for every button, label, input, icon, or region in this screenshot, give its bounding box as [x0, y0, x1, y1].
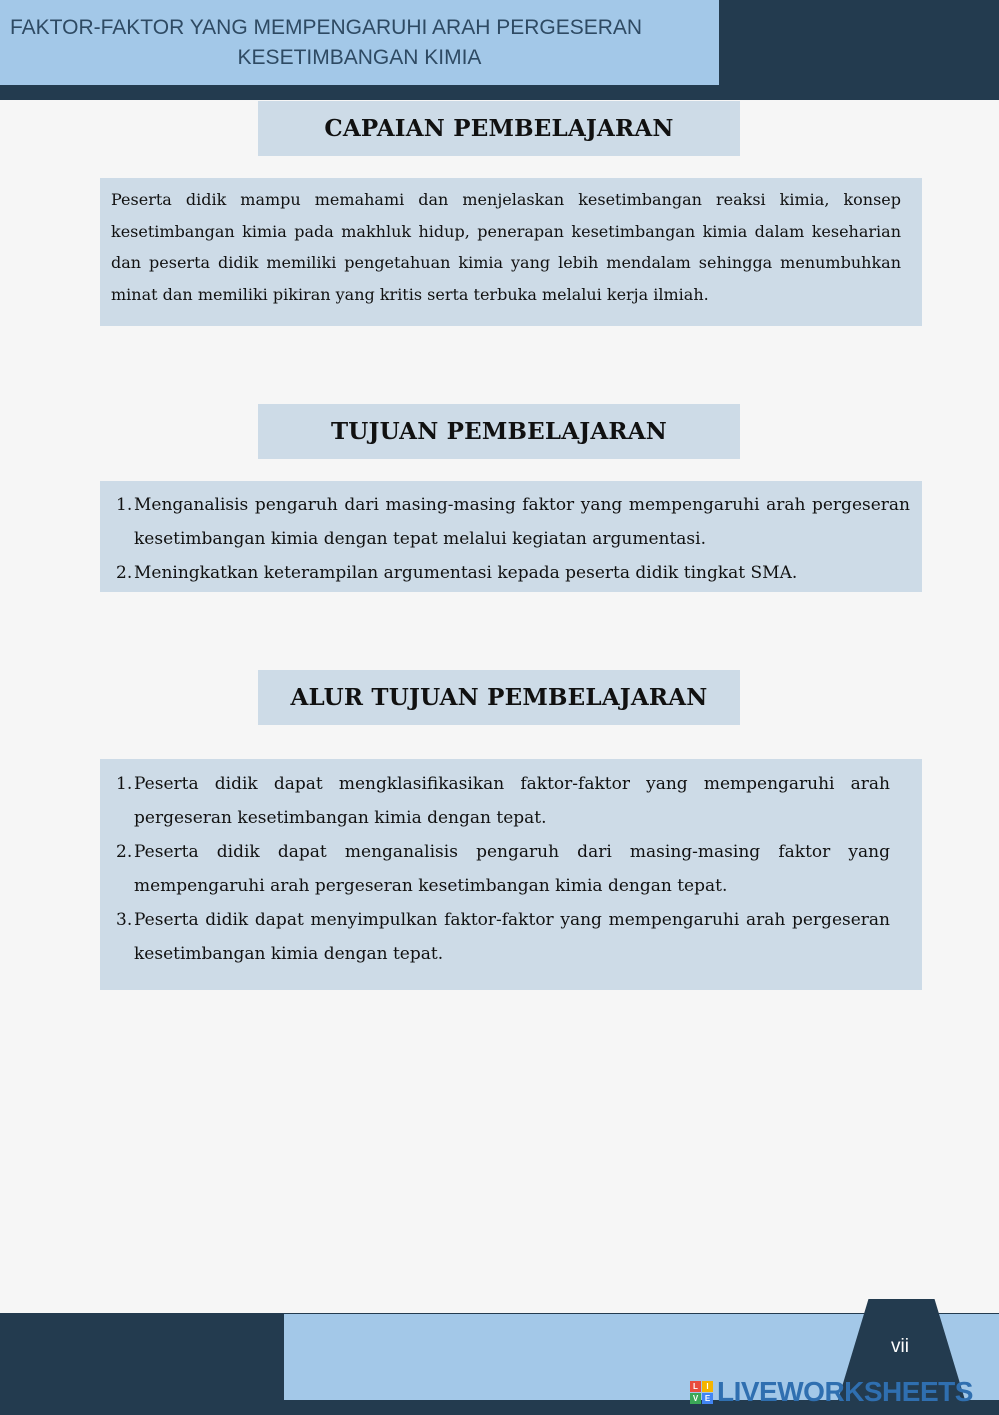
list-item-number: 3. [116, 910, 133, 930]
header-title-box [0, 0, 719, 85]
logo-letter-i: I [702, 1381, 713, 1392]
list-item-number: 2. [116, 563, 133, 583]
capaian-box [100, 178, 922, 326]
logo-letter-e: E [702, 1393, 713, 1404]
logo-letter-l: L [690, 1381, 701, 1392]
list-item [100, 488, 910, 556]
list-item-number: 2. [116, 842, 133, 862]
list-item [100, 903, 890, 971]
list-item-text: Peserta didik dapat menyimpulkan faktor-faktor yang mempengaruhi arah pergeseran kesetimbangan kimia dengan tepat. [134, 910, 890, 964]
list-item-text: Peserta didik dapat menganalisis pengaruh dari masing-masing faktor yang mempengaruhi arah pergeseran kesetimbangan kimia dengan tepat. [134, 842, 890, 896]
header-title-line2: KESETIMBANGAN KIMIA [237, 46, 482, 69]
list-item-number: 1. [116, 774, 133, 794]
tujuan-list [100, 488, 910, 590]
logo-letter-v: V [690, 1393, 701, 1404]
list-item-number: 1. [116, 495, 133, 515]
list-item-text: Menganalisis pengaruh dari masing-masing faktor yang mempengaruhi arah pergeseran kesetimbangan kimia dengan tepat melalui kegiatan argumentasi. [134, 495, 910, 549]
liveworksheets-logo [690, 1377, 973, 1407]
logo-text: LIVEWORKSHEETS [717, 1376, 973, 1407]
capaian-title: CAPAIAN PEMBELAJARAN [258, 101, 740, 156]
alur-box [100, 759, 922, 990]
page-number: vii [891, 1336, 909, 1357]
tujuan-box [100, 481, 922, 592]
header-title-line1: FAKTOR-FAKTOR YANG MEMPENGARUHI ARAH PERGESERAN [10, 16, 643, 39]
logo-grid-icon [690, 1381, 713, 1404]
alur-list [100, 767, 890, 971]
capaian-text: Peserta didik mampu memahami dan menjelaskan kesetimbangan reaksi kimia, konsep kesetimbangan kimia pada makhluk hidup, penerapan kesetimbangan kimia dalam keseharian dan peserta didik memiliki pengetahuan kimia yang lebih mendalam sehingga menumbuhkan minat dan memiliki pikiran yang kritis serta terbuka melalui kerja ilmiah. [111, 190, 901, 304]
tujuan-title: TUJUAN PEMBELAJARAN [258, 404, 740, 459]
list-item [100, 556, 910, 590]
list-item [100, 767, 890, 835]
alur-title: ALUR TUJUAN PEMBELAJARAN [258, 670, 740, 725]
list-item [100, 835, 890, 903]
list-item-text: Peserta didik dapat mengklasifikasikan faktor-faktor yang mempengaruhi arah pergeseran kesetimbangan kimia dengan tepat. [134, 774, 890, 828]
list-item-text: Meningkatkan keterampilan argumentasi kepada peserta didik tingkat SMA. [134, 563, 798, 583]
